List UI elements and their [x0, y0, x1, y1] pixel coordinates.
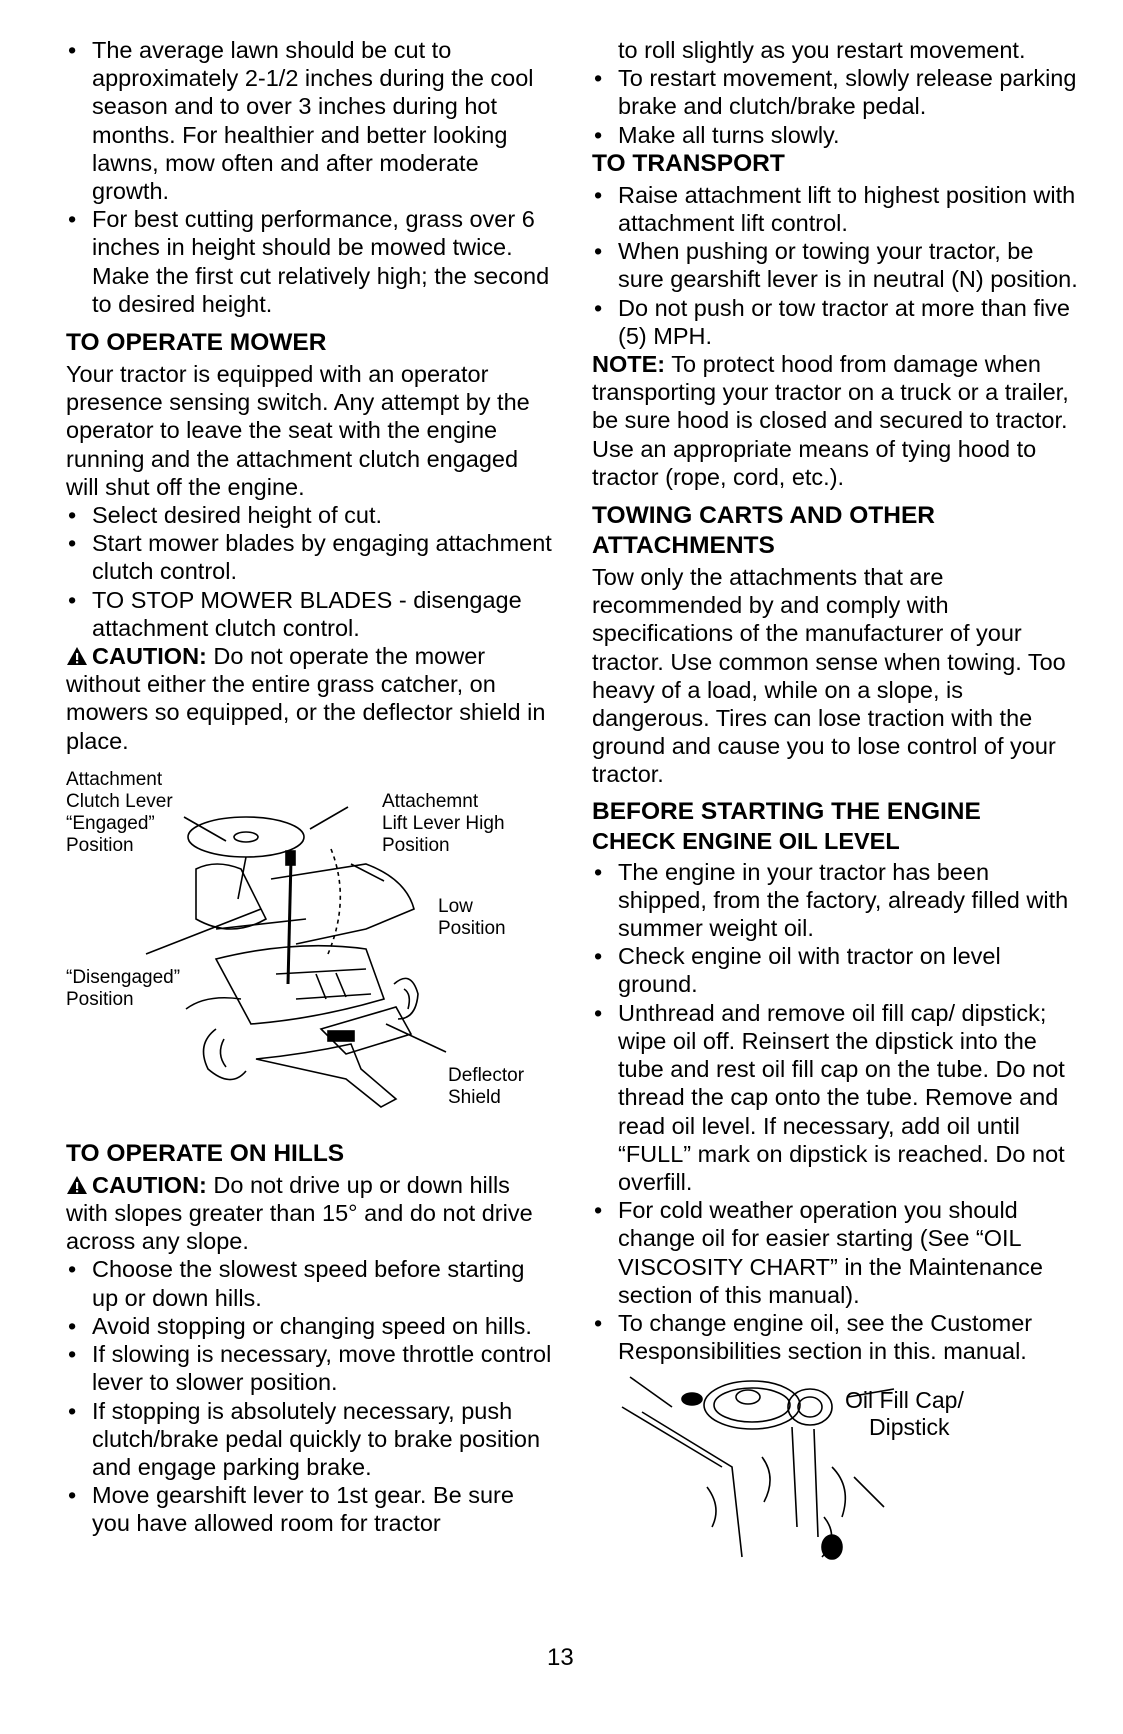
heading-transport: TO TRANSPORT: [592, 149, 785, 177]
deflector-shield-label: Deflector Shield: [448, 1064, 525, 1108]
left-column: [66, 36, 554, 1538]
list-item: • Raise attachment lift to highest position with attachment lift control.: [592, 181, 1078, 237]
note-text: To protect hood from damage when transporting your tractor on a truck or a trailer, be sure hood is closed and secured to tractor. Use an appropriate means of tying hood to tractor (rope, cord, etc.).: [592, 351, 1069, 490]
mowing-tips-list: [66, 36, 554, 318]
oil-check-list: [592, 858, 1078, 1366]
caution-mower: [66, 642, 554, 755]
right-column: [592, 36, 1078, 1567]
list-item: • Avoid stopping or changing speed on hills.: [66, 1312, 554, 1340]
caution-label: CAUTION:: [92, 643, 207, 670]
operate-mower-list: [66, 501, 554, 642]
lift-lever-high-label: Attachemnt Lift Lever High Position: [382, 790, 505, 856]
list-item: • To restart movement, slowly release parking brake and clutch/brake pedal.: [592, 64, 1078, 120]
oil-fill-cap-label: Oil Fill Cap/ Dipstick: [845, 1387, 964, 1441]
transport-note: [592, 350, 1078, 491]
low-position-label: Low Position: [438, 895, 506, 939]
list-item: • If stopping is absolutely necessary, push clutch/brake pedal quickly to brake position and engage parking brake.: [66, 1397, 554, 1482]
list-item: • If slowing is necessary, move throttle control lever to slower position.: [66, 1340, 554, 1396]
list-item: • Select desired height of cut.: [66, 501, 554, 529]
heading-towing: TOWING CARTS AND OTHER ATTACHMENTS: [592, 502, 935, 560]
engine-illustration: [592, 1367, 1078, 1567]
list-item: • Choose the slowest speed before starting up or down hills.: [66, 1255, 554, 1311]
oil-fill-cap-figure: [592, 1367, 1078, 1567]
subheading-check-oil: CHECK ENGINE OIL LEVEL: [592, 827, 900, 854]
list-item: • The engine in your tractor has been shipped, from the factory, already filled with summer weight oil.: [592, 858, 1078, 943]
list-item: • For best cutting performance, grass over 6 inches in height should be mowed twice. Make the first cut relatively high; the second to desired height.: [66, 205, 554, 318]
heading-operate-mower: TO OPERATE MOWER: [66, 329, 327, 357]
list-item: • For cold weather operation you should change oil for easier starting (See “OIL VISCOSITY CHART” in the Maintenance section of this manual).: [592, 1196, 1078, 1309]
list-item: • Move gearshift lever to 1st gear. Be sure you have allowed room for tractor: [66, 1481, 554, 1537]
list-item: • Make all turns slowly.: [592, 121, 1078, 149]
list-item: • Start mower blades by engaging attachment clutch control.: [66, 529, 554, 585]
continuation-text: to roll slightly as you restart movement.: [618, 37, 1026, 63]
disengaged-position-label: “Disengaged” Position: [66, 966, 181, 1010]
clutch-lever-engaged-label: Attachment Clutch Lever “Engaged” Position: [66, 768, 173, 856]
heading-operate-hills: TO OPERATE ON HILLS: [66, 1139, 345, 1167]
list-item: • To change engine oil, see the Customer Responsibilities section in this. manual.: [592, 1309, 1078, 1365]
page-number: 13: [547, 1644, 574, 1671]
operate-mower-text: Your tractor is equipped with an operator presence sensing switch. Any attempt by the operator to leave the seat with the engine running and the attachment clutch engaged will shut off the engine.: [66, 361, 530, 500]
caution-hills: [66, 1171, 554, 1256]
list-item: • When pushing or towing your tractor, be sure gearshift lever is in neutral (N) position.: [592, 237, 1078, 293]
hills-list: [66, 1255, 554, 1537]
list-item: • The average lawn should be cut to approximately 2-1/2 inches during the cool season and to over 3 inches during hot months. For healthier and better looking lawns, mow often and after moderate growth.: [66, 36, 554, 205]
list-item: • Do not push or tow tractor at more than five (5) MPH.: [592, 294, 1078, 350]
caution-text: Do not operate the mower without either the entire grass catcher, on mowers so equipped, or the deflector shield in place.: [66, 643, 546, 754]
caution-label: CAUTION:: [92, 1171, 207, 1198]
towing-text: Tow only the attachments that are recommended by and comply with specifications of the manufacturer of your tractor. Use common sense when towing. Too heavy of a load, while on a slope, is dangerous. Tires can lose traction with the ground and cause you to lose control of your tractor.: [592, 564, 1066, 788]
list-item: • Unthread and remove oil fill cap/ dipstick; wipe oil off. Reinsert the dipstick into the tube and rest oil fill cap on the tube. Do not thread the cap onto the tube. Remove and read oil level. If necessary, add oil until “FULL” mark on dipstick is reached. Do not overfill.: [592, 999, 1078, 1196]
note-label: NOTE:: [592, 351, 666, 378]
mower-lever-figure: [66, 769, 554, 1125]
heading-before-starting: BEFORE STARTING THE ENGINE: [592, 797, 981, 825]
list-item: • TO STOP MOWER BLADES - disengage attachment clutch control.: [66, 586, 554, 642]
transport-list: [592, 181, 1078, 350]
movement-list: [592, 64, 1078, 149]
warning-icon: [66, 646, 88, 666]
warning-icon: [66, 1175, 88, 1195]
caution-text: Do not drive up or down hills with slopes greater than 15° and do not drive across any slope.: [66, 1171, 533, 1255]
list-item: • Check engine oil with tractor on level ground.: [592, 942, 1078, 998]
